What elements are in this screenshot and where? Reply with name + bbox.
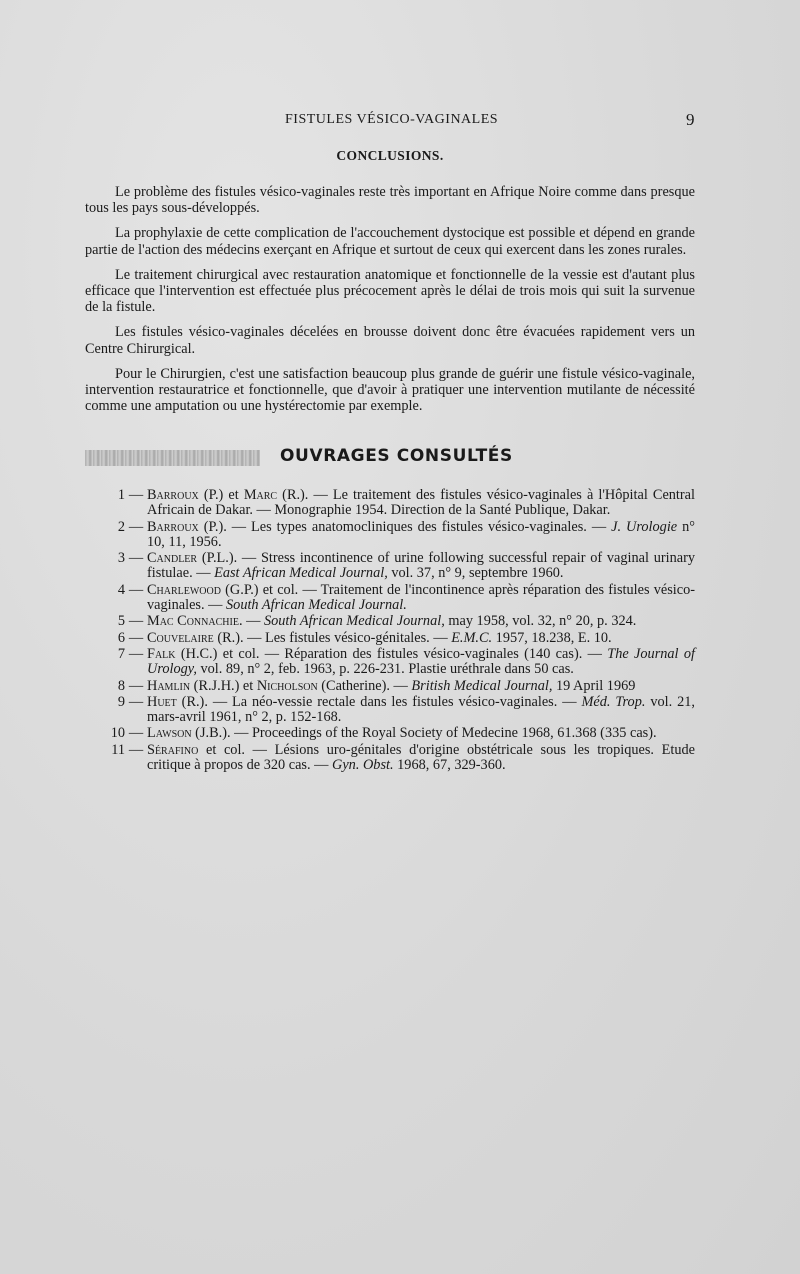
reference-body: (G.P.) et col. — Traitement de l'incontinence après réparation des fistules vésico-vaginales. — bbox=[147, 581, 695, 614]
reference-text bbox=[147, 679, 695, 694]
reference-body: (J.B.). — Proceedings of the Royal Society of Medecine 1968, 61.368 (335 cas). bbox=[191, 725, 657, 742]
reference-body: (R.). — La néo-vessie rectale dans les fistules vésico-vaginales. — bbox=[176, 693, 582, 710]
reference-author: Mac Connachie bbox=[147, 613, 239, 630]
paragraph: Les fistules vésico-vaginales décelées en brousse doivent donc être évacuées rapidement vers un Centre Chirurgical. bbox=[85, 324, 695, 357]
reference-number: 2 bbox=[117, 518, 125, 535]
paragraph: Pour le Chirurgien, c'est une satisfaction beaucoup plus grande de guérir une fistule vésico-vaginale, intervention restauratrice et fonctionnelle, que d'avoir à pratiquer une intervention mutilante de nécessité comme une amputation ou une hystérectomie par exemple. bbox=[85, 365, 695, 415]
reference-details: may 1958, vol. 32, n° 20, p. 324. bbox=[444, 613, 637, 630]
reference-number: 6 bbox=[117, 629, 125, 646]
reference-details: vol. 37, n° 9, septembre 1960. bbox=[387, 565, 564, 582]
reference-body: (H.C.) et col. — Réparation des fistules vésico-vaginales (140 cas). — bbox=[175, 645, 608, 662]
reference-text bbox=[147, 551, 695, 582]
reference-journal: South African Medical Journal, bbox=[263, 613, 445, 630]
reference-item bbox=[85, 726, 695, 741]
reference-dash: — bbox=[128, 550, 144, 567]
reference-details: 1968, 67, 329-360. bbox=[393, 757, 506, 774]
reference-number: 11 bbox=[111, 741, 125, 758]
conclusions-title: CONCLUSIONS. bbox=[336, 148, 444, 163]
reference-number: 7 bbox=[117, 645, 125, 662]
reference-text bbox=[147, 647, 695, 678]
reference-text bbox=[147, 520, 695, 551]
reference-body: . — bbox=[238, 613, 264, 630]
reference-author: Sérafino bbox=[147, 741, 199, 758]
paragraph: La prophylaxie de cette complication de l'accouchement dystocique est possible et dépend en grande partie de l'action des médecins exerçant en Afrique et surtout de ceux qui exercent dans les zones rurales. bbox=[85, 225, 695, 258]
paragraph: Le traitement chirurgical avec restauration anatomique et fonctionnelle de la vessie est d'autant plus efficace que l'intervention est effectuée plus précocement après le délai de trois mois qui suit la survenue de la fistule. bbox=[85, 266, 695, 316]
reference-item bbox=[85, 614, 695, 629]
paragraph: Le problème des fistules vésico-vaginales reste très important en Afrique Noire comme dans presque tous les pays sous-développés. bbox=[85, 184, 695, 217]
reference-body: et col. — Lésions uro-génitales d'origine obstétricale sous les tropiques. Etude critique à propos de 320 cas. — bbox=[147, 741, 695, 774]
reference-journal: British Medical Journal, bbox=[411, 677, 553, 694]
reference-journal: E.M.C. bbox=[451, 629, 493, 646]
reference-journal: J. Urologie bbox=[611, 518, 678, 535]
references-list bbox=[85, 488, 695, 774]
reference-author: Hamlin bbox=[147, 677, 191, 694]
reference-journal: Méd. Trop. bbox=[581, 693, 646, 710]
reference-text bbox=[147, 695, 695, 726]
conclusions-body bbox=[85, 184, 695, 423]
reference-author: Charlewood bbox=[147, 581, 221, 598]
reference-dash: — bbox=[128, 677, 144, 694]
reference-details: vol. 89, n° 2, feb. 1963, p. 226-231. Plastie uréthrale dans 50 cas. bbox=[196, 661, 574, 678]
reference-text bbox=[147, 488, 695, 519]
reference-dash: — bbox=[128, 487, 144, 503]
reference-item bbox=[85, 695, 695, 726]
reference-number: 5 bbox=[117, 613, 125, 630]
ornament-smudge bbox=[85, 450, 260, 466]
reference-journal: Gyn. Obst. bbox=[332, 757, 394, 774]
reference-body: (R.). — Le traitement des fistules vésico-vaginales à l'Hôpital Central Africain de Dakar. — Monographie 1954. Direction de la Santé Publique, Dakar. bbox=[147, 487, 695, 519]
reference-body: (R.). — Les fistules vésico-génitales. — bbox=[213, 629, 452, 646]
page-number: 9 bbox=[686, 110, 695, 129]
reference-number: 4 bbox=[117, 581, 125, 598]
reference-details: 19 April 1969 bbox=[552, 677, 636, 694]
reference-dash: — bbox=[128, 693, 144, 710]
reference-body: (P.) et bbox=[198, 487, 244, 503]
reference-journal: The Journal of Urology, bbox=[147, 645, 695, 678]
reference-author: Couvelaire bbox=[147, 629, 214, 646]
reference-number: 10 bbox=[110, 725, 125, 742]
reference-journal: South African Medical Journal. bbox=[226, 597, 407, 614]
reference-dash: — bbox=[128, 581, 144, 598]
reference-item bbox=[85, 743, 695, 774]
reference-dash: — bbox=[128, 741, 144, 758]
reference-author: Huet bbox=[147, 693, 177, 710]
reference-number: 8 bbox=[117, 677, 125, 694]
reference-dash: — bbox=[128, 645, 144, 662]
reference-item bbox=[85, 551, 695, 582]
reference-dash: — bbox=[128, 725, 144, 742]
reference-item bbox=[85, 631, 695, 646]
reference-item bbox=[85, 679, 695, 694]
reference-details: 1957, 18.238, E. 10. bbox=[492, 629, 612, 646]
reference-text bbox=[147, 614, 695, 629]
reference-text bbox=[147, 631, 695, 646]
reference-item bbox=[85, 488, 695, 519]
reference-author: Falk bbox=[147, 645, 176, 662]
reference-journal: East African Medical Journal, bbox=[214, 565, 388, 582]
reference-item bbox=[85, 583, 695, 614]
reference-author: Nicholson bbox=[256, 677, 318, 694]
reference-dash: — bbox=[128, 613, 144, 630]
reference-body: (P.L.). — Stress incontinence of urine following successful repair of vaginal urinary fistulae. — bbox=[147, 550, 695, 582]
reference-author: Barroux bbox=[147, 487, 199, 503]
reference-number: 3 bbox=[117, 550, 125, 567]
reference-details: n° 10, 11, 1956. bbox=[147, 518, 695, 550]
references-heading bbox=[85, 446, 695, 472]
reference-item bbox=[85, 520, 695, 551]
reference-body: (Catherine). — bbox=[317, 677, 412, 694]
references-title: OUVRAGES CONSULTÉS bbox=[280, 446, 513, 466]
reference-text bbox=[147, 583, 695, 614]
reference-author: Candler bbox=[147, 550, 198, 567]
reference-dash: — bbox=[128, 629, 144, 646]
reference-number: 1 bbox=[117, 487, 125, 503]
reference-body: (P.). — Les types anatomocliniques des fistules vésico-vaginales. — bbox=[198, 518, 612, 535]
reference-item bbox=[85, 647, 695, 678]
reference-author: Lawson bbox=[147, 725, 192, 742]
reference-text bbox=[147, 743, 695, 774]
reference-body: (R.J.H.) et bbox=[190, 677, 257, 694]
reference-text bbox=[147, 726, 695, 741]
reference-author: Marc bbox=[243, 487, 278, 503]
reference-author: Barroux bbox=[147, 518, 199, 535]
reference-details: vol. 21, mars-avril 1961, n° 2, p. 152-168. bbox=[147, 693, 695, 726]
reference-number: 9 bbox=[117, 693, 125, 710]
reference-dash: — bbox=[128, 518, 144, 535]
running-title: FISTULES VÉSICO-VAGINALES bbox=[285, 112, 499, 127]
